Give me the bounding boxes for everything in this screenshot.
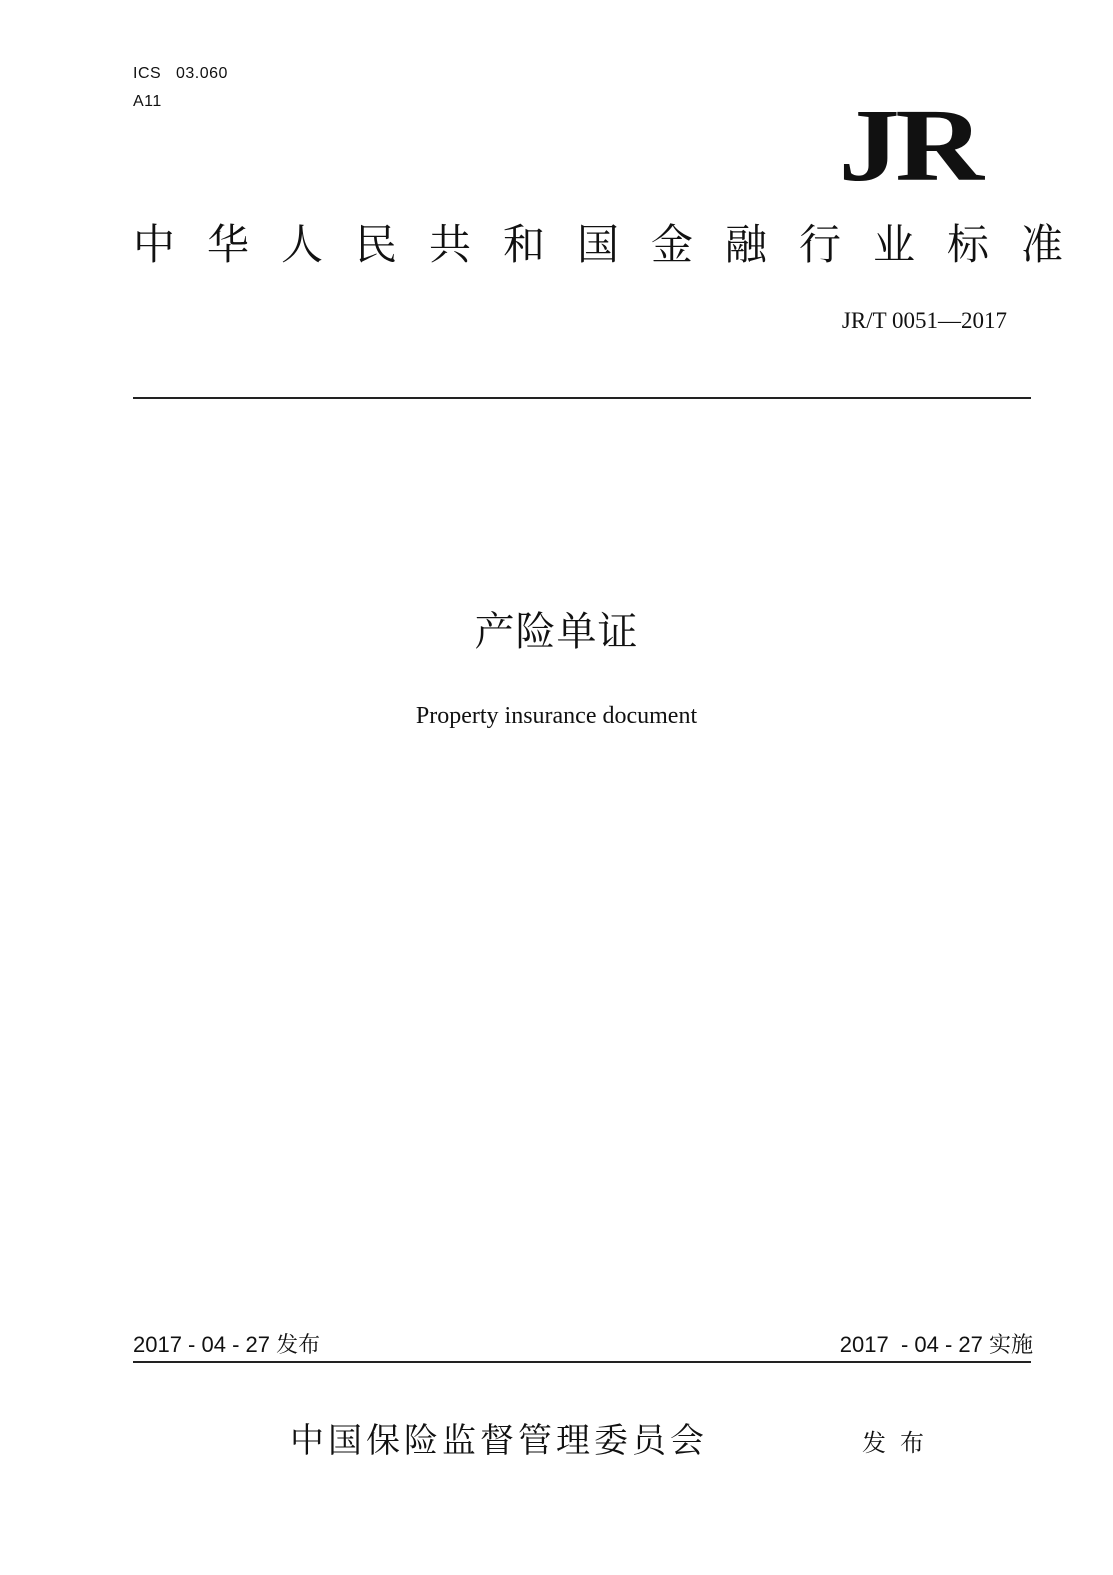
implementation-date: 2017 - 04 - 27 实施 (839, 1332, 1033, 1357)
standard-category-title: 中华人民共和国金融行业标准 (133, 220, 1096, 269)
standard-number: JR/T 0051—2017 (841, 308, 1007, 333)
document-title-chinese: 产险单证 (474, 609, 639, 655)
ics-code: ICS 03.060 (133, 65, 228, 82)
issue-action: 发布 (862, 1429, 938, 1457)
jr-logo: JR (838, 88, 979, 203)
issuing-authority: 中国保险监督管理委员会 (290, 1421, 708, 1461)
classification-codes (133, 60, 228, 116)
ccs-code: A11 (133, 93, 162, 110)
top-divider (133, 397, 1031, 399)
issue-date: 2017 - 04 - 27 发布 (133, 1332, 321, 1357)
bottom-divider (133, 1361, 1031, 1363)
document-title-english: Property insurance document (415, 703, 698, 729)
